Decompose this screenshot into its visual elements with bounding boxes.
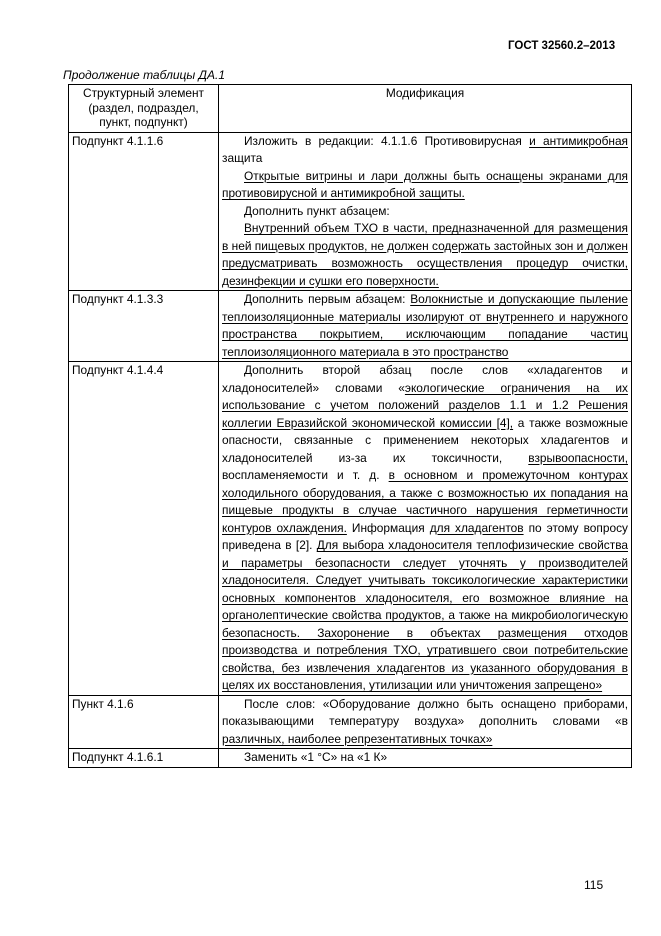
table-row	[69, 695, 632, 749]
text-segment: а также возможные опасности, связанные с применением некоторых хладагентов и хладоносителей из-за их токсичности,	[222, 415, 628, 465]
modification-paragraph	[222, 696, 628, 749]
structural-element-cell: Подпункт 4.1.3.3	[69, 291, 219, 362]
modification-paragraph	[222, 220, 628, 290]
underlined-text: различных, наиболее репрезентативных точках»	[222, 731, 493, 746]
underlined-text: и антимикробная	[529, 133, 628, 148]
structural-element-cell: Подпункт 4.1.6.1	[69, 749, 219, 768]
modification-cell	[219, 749, 632, 768]
table-row	[69, 362, 632, 696]
text-segment: Заменить «1 °С» на «1 К»	[244, 750, 388, 764]
modification-paragraph	[222, 168, 628, 203]
underlined-text: в основном и промежуточном контурах холодильного оборудования, а также с возможностью их попадания на пищевые продукты в случае частичного нарушения герметичности контуров охлаждения.	[222, 468, 628, 535]
header-structural-element: Структурный элемент (раздел, подраздел, пункт, подпункт)	[69, 85, 219, 133]
modification-paragraph	[222, 362, 628, 695]
structural-element-cell: Пункт 4.1.6	[69, 695, 219, 749]
header-modification: Модификация	[219, 85, 632, 133]
underlined-text: Открытые витрины и лари должны быть оснащены экранами для противовирусной и антимикробной защиты.	[222, 168, 628, 200]
underlined-text: для хладагентов	[429, 520, 524, 535]
text-segment: по этому вопросу приведена в [2].	[222, 520, 628, 552]
table-row	[69, 291, 632, 362]
structural-element-cell: Подпункт 4.1.4.4	[69, 362, 219, 696]
text-segment: Информация	[346, 520, 430, 535]
table-row	[69, 749, 632, 768]
standard-header: ГОСТ 32560.2–2013	[508, 40, 616, 52]
structural-element-cell: Подпункт 4.1.1.6	[69, 132, 219, 291]
text-segment: защита	[222, 151, 263, 165]
table-header-row	[69, 85, 632, 133]
underlined-text: экологические ограничения на их использование с учетом положений разделов 1.1 и 1.2 Решения коллегии Евразийской экономической комиссии [4],	[222, 380, 628, 430]
text-segment: Дополнить пункт абзацем:	[244, 203, 390, 218]
modification-cell	[219, 362, 632, 696]
page-number: 115	[584, 878, 604, 892]
underlined-text: Для выбора хладоносителя теплофизические свойства и параметры безопасности следует уточнять у производителей хладоносителя. Следует учитывать токсикологические характеристики основных компонентов хладоносителя, его возможное влияние на органолептические свойства продуктов, а также на микробиологическую безопасность. Захоронение в объектах размещения отходов производства и потребления ТХО, утратившего свои потребительские свойства, без извлечения хладагентов из указанного оборудования в целях их восстановления, утилизации или уничтожения запрещено»	[222, 538, 628, 692]
underlined-text: Внутренний объем ТХО в части, предназначенной для размещения в ней пищевых продуктов, не должен содержать застойных зон и должен предусматривать возможность осуществления процедур очистки, дезинфекции и сушки его поверхности.	[222, 221, 628, 288]
table-caption: Продолжение таблицы ДА.1	[63, 68, 226, 82]
modification-paragraph	[222, 203, 628, 221]
text-segment: Дополнить первым абзацем:	[244, 292, 411, 306]
modification-paragraph	[222, 133, 628, 168]
text-segment: Дополнить второй абзац после слов «хладагентов и хладоносителей» словами «	[222, 363, 628, 395]
underlined-text: Волокнистые и допускающие пыление теплоизоляционные материалы изолируют от внутреннего и наружного пространства покрытием, исключающим попадание частиц теплоизоляционного материала в это пространство	[222, 292, 628, 359]
modification-cell	[219, 291, 632, 362]
text-segment: воспламеняемости и т. д.	[222, 468, 389, 482]
text-segment: После слов: «Оборудование должно быть оснащено приборами, показывающими температуру воздуха» дополнить словами «в	[222, 696, 628, 728]
underlined-text: взрывоопасности,	[528, 450, 628, 465]
modifications-table	[68, 84, 632, 768]
modification-cell	[219, 695, 632, 749]
text-segment: Изложить в редакции: 4.1.1.6 Противовирусная	[244, 133, 530, 148]
modification-paragraph	[222, 291, 628, 361]
modification-paragraph	[222, 749, 628, 767]
modification-cell	[219, 132, 632, 291]
table-row	[69, 132, 632, 291]
